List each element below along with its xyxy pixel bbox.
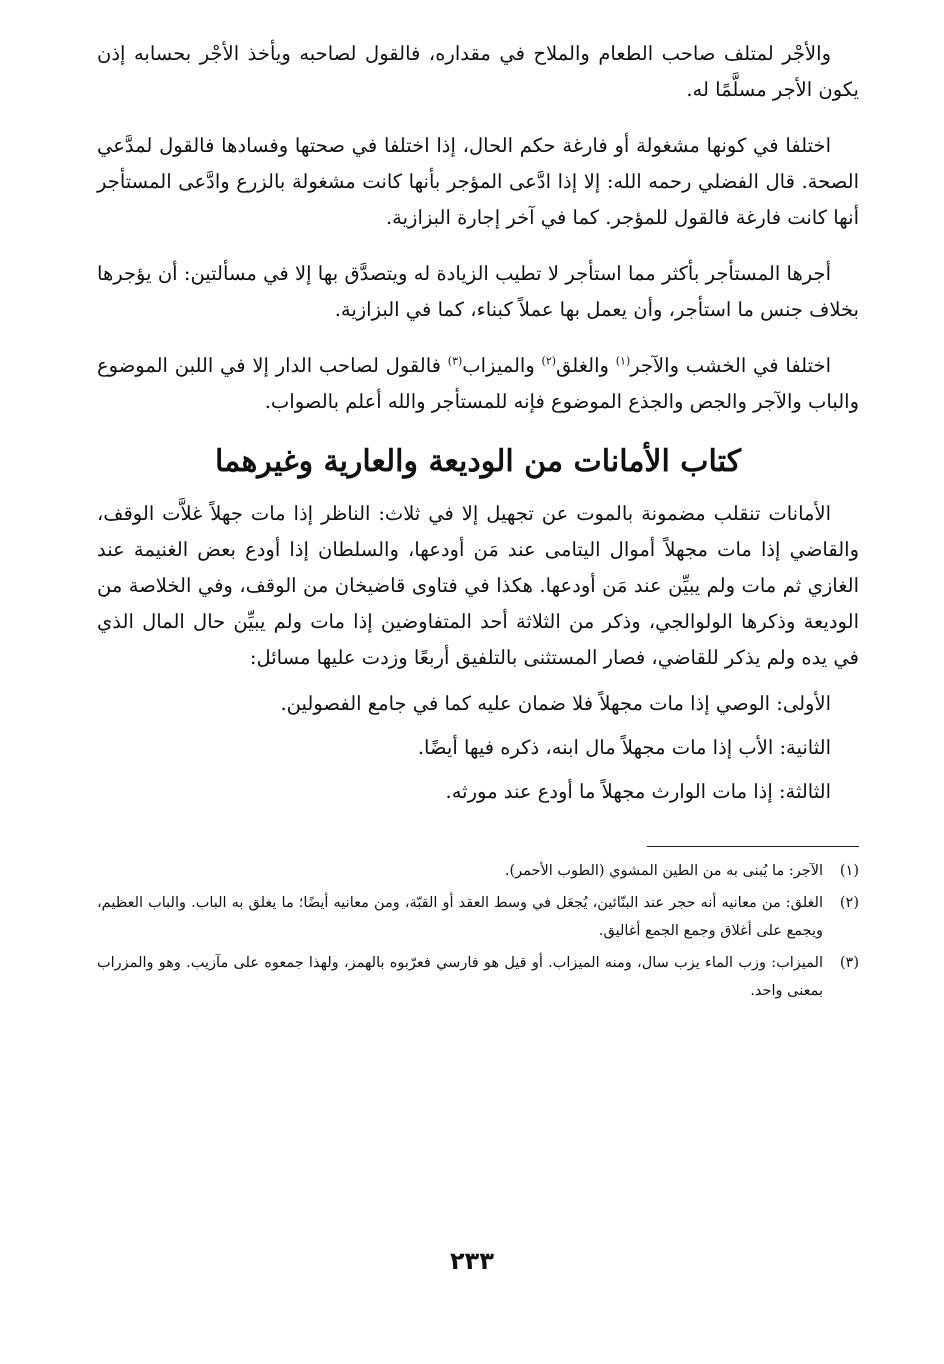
- footnote-3-number: (٣): [839, 955, 859, 971]
- footnote-ref-2: (٢): [541, 354, 557, 368]
- footnote-2-text: الغلق: من معانيه أنه حجر عند البنّائين، يُجعَل في وسط العقد أو القبّة، ومن معانيه أيضًا؛ ما يغلق به الباب. والباب العظيم، ويجمع على أغلاق وجمع الجمع أغاليق.: [97, 895, 823, 939]
- footnote-2: [97, 889, 859, 945]
- paragraph-4: [97, 348, 859, 420]
- footnote-2-number: (٢): [839, 895, 859, 911]
- footnote-1-number: (١): [839, 863, 859, 879]
- footnote-1-text: الآجر: ما يُبنى به من الطين المشوي (الطوب الأحمر).: [504, 863, 823, 879]
- chapter-title: كتاب الأمانات من الوديعة والعارية وغيرهما: [214, 444, 742, 479]
- footnote-ref-3: (٣): [447, 354, 463, 368]
- paragraph-4-text-a: اختلفا في الخشب والآجر: [630, 354, 831, 377]
- page-number: ٢٣٣: [450, 1247, 494, 1275]
- chapter-intro: الأمانات تنقلب مضمونة بالموت عن تجهيل إلا في ثلاث: الناظر إذا مات جهلاً غلاَّت الوقف، والقاضي إذا مات مجهلاً أموال اليتامى عند مَن أودعها، والسلطان إذا أودع بعض الغنيمة عند الغازي ثم مات ولم يبيِّن عند مَن أودعها. هكذا في فتاوى قاضيخان من الوقف، وفي الخلاصة من الوديعة وذكرها الولوالجي، وذكر من الثلاثة أحد المتفاوضين إذا مات ولم يبيِّن حال المال الذي في يده ولم يذكر للقاضي، فصار المستثنى بالتلفيق أربعًا وزدت عليها مسائل:: [97, 502, 859, 669]
- paragraph-4-text-c: والميزاب: [462, 354, 542, 377]
- page-body: [97, 36, 859, 1009]
- paragraph-1: والأجْر لمتلف صاحب الطعام والملاح في مقداره، فالقول لصاحبه ويأخذ الأجْر بحسابه إذن يكون الأجر مسلَّمًا له.: [97, 42, 859, 101]
- paragraph-4-text-d: فالقول لصاحب الدار إلا في اللبن الموضوع والباب والآجر والجص والجذع الموضوع فإنه للمستأجر والله أعلم بالصواب.: [97, 354, 859, 413]
- paragraph-3: أجرها المستأجر بأكثر مما استأجر لا تطيب الزيادة له ويتصدَّق بها إلا في مسألتين: أن يؤجرها بخلاف جنس ما استأجر، وأن يعمل بها عملاً كبناء، كما في البزازية.: [97, 262, 859, 321]
- footnote-divider: [647, 846, 859, 847]
- paragraph-2: اختلفا في كونها مشغولة أو فارغة حكم الحال، إذا اختلفا في صحتها وفسادها فالقول لمدَّعي الصحة. قال الفضلي رحمه الله: إلا إذا ادَّعى المؤجر بأنها كانت مشغولة بالزرع وادَّعى المستأجر أنها كانت فارغة فالقول للمؤجر. كما في آخر إجارة البزازية.: [97, 134, 859, 229]
- list-item-second: الثانية: الأب إذا مات مجهلاً مال ابنه، ذكره فيها أيضًا.: [417, 736, 831, 759]
- list-item-first: الأولى: الوصي إذا مات مجهلاً فلا ضمان عليه كما في جامع الفصولين.: [280, 692, 831, 715]
- footnote-ref-1: (١): [615, 354, 631, 368]
- footnote-3-text: الميزاب: وزب الماء يزب سال، ومنه الميزاب. أو قيل هو فارسي فعرّبوه بالهمز، ولهذا جمعوه على مآزيب. وهو والمزراب بمعنى واحد.: [97, 955, 823, 999]
- footnote-1: [97, 857, 859, 885]
- paragraph-4-text-b: والغلق: [556, 354, 616, 377]
- list-item-third: الثالثة: إذا مات الوارث مجهلاً ما أودع عند مورثه.: [445, 780, 831, 803]
- footnote-3: [97, 949, 859, 1005]
